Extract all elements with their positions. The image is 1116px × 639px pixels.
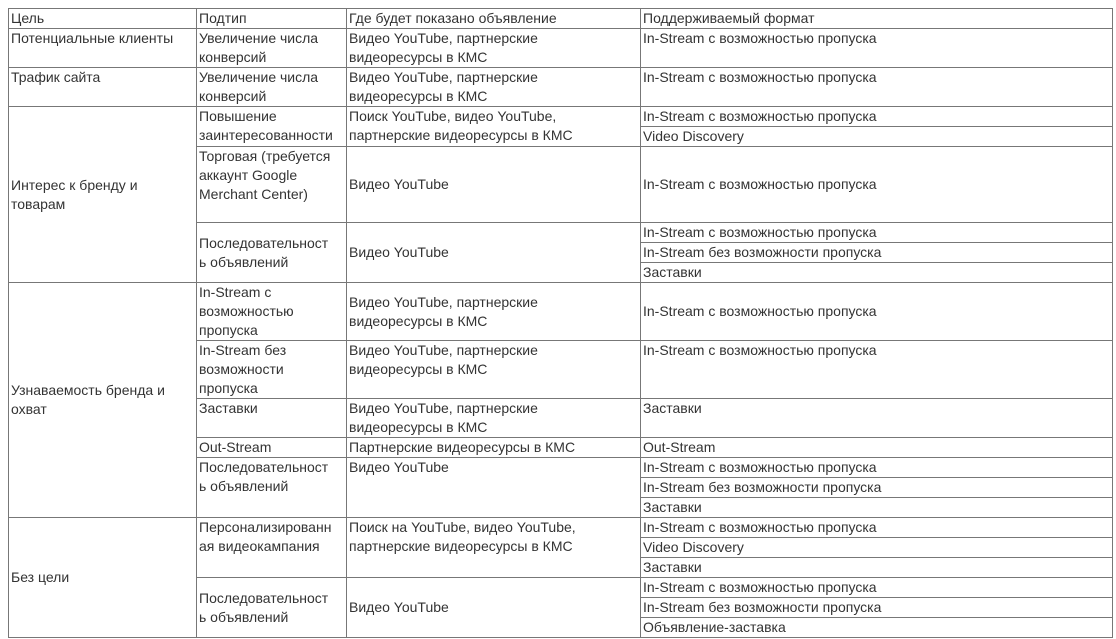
- format-cell: [641, 558, 1113, 578]
- cell-line: Видео YouTube, партнерские: [349, 293, 538, 310]
- cell-line: In-Stream с возможностью пропуска: [643, 69, 877, 85]
- cell-line: Партнерские видеоресурсы в КМС: [349, 439, 576, 455]
- cell-line: Видео YouTube: [349, 599, 449, 615]
- format-cell: [641, 438, 1113, 458]
- cell-line: Video Discovery: [643, 539, 744, 555]
- subtype-cell: [197, 29, 347, 68]
- cell-line: Торговая (требуется: [199, 148, 331, 164]
- cell-line: пропуска: [199, 380, 258, 396]
- format-cell: [641, 223, 1113, 243]
- format-cell: [641, 578, 1113, 598]
- cell-line: Заставки: [199, 400, 258, 416]
- header-placement: Где будет показано объявление: [347, 9, 641, 29]
- format-cell: [641, 341, 1113, 399]
- goal-cell: [9, 68, 197, 107]
- format-cell: [641, 399, 1113, 438]
- cell-line: Видео YouTube: [349, 244, 449, 260]
- placement-cell: [347, 518, 641, 578]
- placement-cell: [347, 438, 641, 458]
- cell-line: In-Stream с возможностью пропуска: [643, 176, 877, 192]
- cell-line: Поиск на YouTube, видео YouTube,: [349, 519, 576, 535]
- cell-line: ь объявлений: [199, 478, 289, 494]
- format-cell: [641, 618, 1113, 638]
- subtype-cell: [197, 147, 347, 223]
- format-cell: [641, 68, 1113, 107]
- cell-line: конверсий: [199, 88, 267, 104]
- cell-line: In-Stream без возможности пропуска: [643, 479, 882, 495]
- cell-line: Персонализированн: [199, 519, 332, 535]
- subtype-cell: [197, 438, 347, 458]
- cell-line: Видео YouTube, партнерские: [349, 30, 538, 46]
- cell-line: In-Stream с возможностью пропуска: [643, 108, 877, 124]
- placement-cell: [347, 107, 641, 147]
- cell-line: видеоресурсы в КМС: [349, 419, 488, 435]
- cell-line: Увеличение числа: [199, 69, 319, 85]
- placement-cell: [347, 341, 641, 399]
- placement-cell: [347, 283, 641, 341]
- cell-line: видеоресурсы в КМС: [349, 312, 488, 329]
- table-row: [9, 283, 1113, 341]
- header-format: Поддерживаемый формат: [641, 9, 1113, 29]
- cell-line: ь объявлений: [199, 253, 289, 270]
- format-cell: [641, 263, 1113, 283]
- subtype-cell: [197, 341, 347, 399]
- cell-line: ая видеокампания: [199, 538, 320, 554]
- header-row: [9, 9, 1113, 29]
- cell-line: In-Stream с возможностью пропуска: [643, 579, 877, 595]
- goal-cell: [9, 29, 197, 68]
- table-row: [9, 107, 1113, 127]
- cell-line: Последовательност: [199, 589, 329, 606]
- table-body: [9, 29, 1113, 638]
- goal-cell: [9, 518, 197, 638]
- format-cell: [641, 127, 1113, 147]
- placement-cell: [347, 578, 641, 638]
- cell-line: партнерские видеоресурсы в КМС: [349, 538, 573, 554]
- format-cell: [641, 29, 1113, 68]
- cell-line: In-Stream с возможностью пропуска: [643, 519, 877, 535]
- cell-line: Увеличение числа: [199, 30, 319, 46]
- table-row: [9, 29, 1113, 68]
- subtype-cell: [197, 518, 347, 578]
- subtype-cell: [197, 458, 347, 518]
- placement-cell: [347, 399, 641, 438]
- subtype-cell: [197, 223, 347, 283]
- cell-line: Out-Stream: [199, 439, 272, 455]
- cell-line: Поиск YouTube, видео YouTube,: [349, 108, 557, 124]
- format-cell: [641, 478, 1113, 498]
- cell-line: Повышение: [199, 108, 277, 124]
- subtype-cell: [197, 283, 347, 341]
- cell-line: Заставки: [643, 264, 702, 280]
- placement-cell: [347, 458, 641, 518]
- cell-line: In-Stream с возможностью пропуска: [643, 30, 877, 46]
- cell-line: Out-Stream: [643, 439, 716, 455]
- cell-line: Видео YouTube, партнерские: [349, 400, 538, 416]
- format-cell: [641, 458, 1113, 478]
- cell-line: In-Stream с возможностью пропуска: [643, 303, 877, 319]
- subtype-cell: [197, 578, 347, 638]
- cell-line: Видео YouTube: [349, 176, 449, 192]
- cell-line: Последовательност: [199, 234, 329, 251]
- cell-line: Узнаваемость бренда и: [11, 382, 165, 398]
- subtype-cell: [197, 107, 347, 147]
- cell-line: видеоресурсы в КМС: [349, 88, 488, 104]
- cell-line: заинтересованности: [199, 127, 333, 143]
- cell-line: возможностью: [199, 303, 294, 319]
- cell-line: конверсий: [199, 49, 267, 65]
- cell-line: Merchant Center): [199, 186, 308, 202]
- header-subtype: Подтип: [197, 9, 347, 29]
- format-cell: [641, 243, 1113, 263]
- cell-line: Video Discovery: [643, 128, 744, 144]
- cell-line: ь объявлений: [199, 608, 289, 625]
- cell-line: Заставки: [643, 400, 702, 416]
- placement-cell: [347, 68, 641, 107]
- cell-line: In-Stream с возможностью пропуска: [643, 224, 877, 240]
- cell-line: In-Stream без возможности пропуска: [643, 244, 882, 260]
- cell-line: Видео YouTube, партнерские: [349, 342, 538, 358]
- header-goal: Цель: [9, 9, 197, 29]
- table-row: [9, 68, 1113, 107]
- cell-line: Объявление-заставка: [643, 619, 786, 635]
- cell-line: Видео YouTube, партнерские: [349, 69, 538, 85]
- cell-line: охват: [11, 401, 47, 417]
- cell-line: возможности: [199, 361, 284, 377]
- cell-line: In-Stream с возможностью пропуска: [643, 342, 877, 358]
- cell-line: видеоресурсы в КМС: [349, 49, 488, 65]
- format-cell: [641, 107, 1113, 127]
- format-cell: [641, 538, 1113, 558]
- cell-line: Последовательност: [199, 459, 329, 475]
- cell-line: Интерес к бренду и: [11, 176, 138, 193]
- cell-line: аккаунт Google: [199, 167, 298, 183]
- cell-line: товарам: [11, 195, 66, 212]
- cell-line: Видео YouTube: [349, 459, 449, 475]
- placement-cell: [347, 147, 641, 223]
- cell-line: Потенциальные клиенты: [11, 30, 174, 46]
- format-cell: [641, 518, 1113, 538]
- cell-line: Трафик сайта: [11, 69, 101, 85]
- cell-line: видеоресурсы в КМС: [349, 361, 488, 377]
- goal-cell: [9, 107, 197, 283]
- cell-line: партнерские видеоресурсы в КМС: [349, 127, 573, 143]
- format-cell: [641, 283, 1113, 341]
- cell-line: Без цели: [11, 569, 70, 585]
- subtype-cell: [197, 399, 347, 438]
- table-row: [9, 518, 1113, 538]
- cell-line: пропуска: [199, 322, 258, 338]
- cell-line: Заставки: [643, 559, 702, 575]
- subtype-cell: [197, 68, 347, 107]
- cell-line: Заставки: [643, 499, 702, 515]
- cell-line: In-Stream с: [199, 284, 272, 300]
- format-cell: [641, 498, 1113, 518]
- format-cell: [641, 598, 1113, 618]
- ad-formats-table: [8, 8, 1113, 638]
- cell-line: In-Stream без возможности пропуска: [643, 599, 882, 615]
- format-cell: [641, 147, 1113, 223]
- cell-line: In-Stream без: [199, 342, 287, 358]
- cell-line: In-Stream с возможностью пропуска: [643, 459, 877, 475]
- placement-cell: [347, 29, 641, 68]
- goal-cell: [9, 283, 197, 518]
- placement-cell: [347, 223, 641, 283]
